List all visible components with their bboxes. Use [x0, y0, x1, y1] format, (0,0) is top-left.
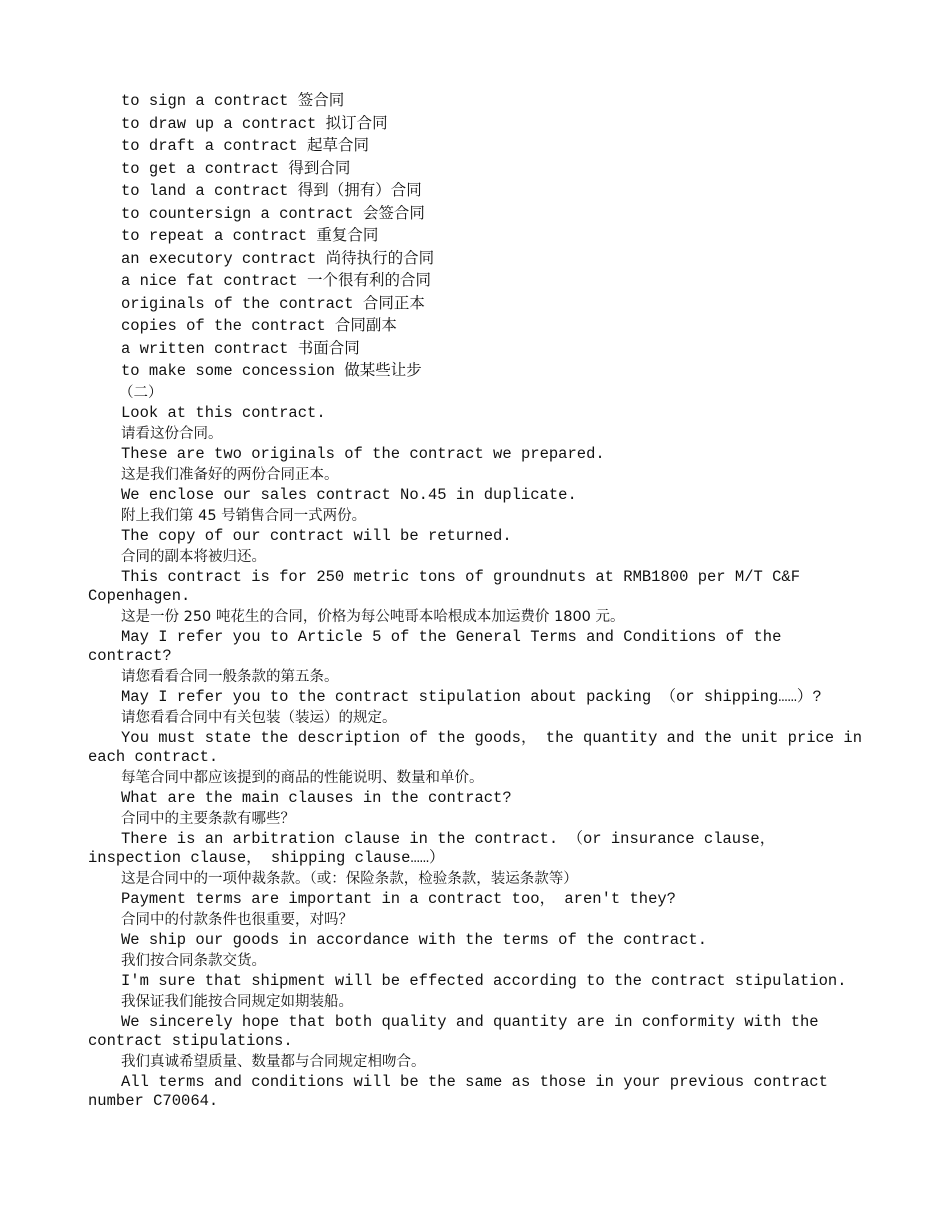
vocab-item: a nice fat contract 一个很有利的合同 [121, 272, 432, 290]
sentence-english: You must state the description of the goods， the quantity and the unit price in each contract. [88, 728, 872, 766]
vocab-item: to countersign a contract 会签合同 [121, 204, 425, 223]
sentence-english: The copy of our contract will be returned. [121, 526, 512, 545]
vocab-item: copies of the contract 合同副本 [121, 317, 397, 335]
sentence-chinese: 这是我们准备好的两份合同正本。 [121, 466, 339, 483]
sentence-chinese: 我保证我们能按合同规定如期装船。 [121, 993, 353, 1010]
sentence-chinese: 合同的副本将被归还。 [121, 548, 266, 565]
sentence-chinese: 合同中的主要条款有哪些？ [121, 810, 295, 827]
sentence-english: Payment terms are important in a contract too， aren't they? [121, 889, 676, 908]
vocab-item: to get a contract 得到合同 [121, 159, 351, 178]
sentence-english: We ship our goods in accordance with the terms of the contract. [121, 930, 707, 949]
vocabulary-list [88, 90, 868, 383]
document-page [88, 90, 872, 1112]
vocab-item: a written contract 书面合同 [121, 339, 360, 358]
sentence-chinese: 合同中的付款条件也很重要，对吗？ [121, 911, 353, 928]
sentence-chinese: 请看这份合同。 [121, 425, 223, 442]
sentence-english: We sincerely hope that both quality and quantity are in conformity with the contract stipulations. [88, 1012, 828, 1050]
sentence-chinese: 这是合同中的一项仲裁条款。（或：保险条款，检验条款，装运条款等） [121, 870, 578, 887]
sentence-english: These are two originals of the contract we prepared. [121, 444, 605, 463]
vocab-item: to land a contract 得到（拥有）合同 [121, 182, 422, 200]
vocab-item: to sign a contract 签合同 [121, 92, 345, 110]
sentence-english: Look at this contract. [121, 403, 326, 422]
sentence-english: May I refer you to the contract stipulation about packing （or shipping……）? [121, 687, 822, 706]
sentence-chinese: 请您看看合同中有关包装（装运）的规定。 [121, 709, 397, 726]
section-heading: （二） [119, 384, 163, 401]
sentence-chinese: 每笔合同中都应该提到的商品的性能说明、数量和单价。 [121, 769, 484, 786]
example-sentences [88, 403, 872, 1111]
vocab-item: an executory contract 尚待执行的合同 [121, 249, 435, 268]
vocab-item: originals of the contract 合同正本 [121, 294, 425, 313]
sentence-chinese: 我们按合同条款交货。 [121, 952, 266, 969]
vocab-item: to draft a contract 起草合同 [121, 137, 370, 155]
sentence-chinese: 这是一份 250 吨花生的合同，价格为每公吨哥本哈根成本加运费价 1800 元。 [121, 608, 625, 625]
sentence-english: All terms and conditions will be the same as those in your previous contract number C70064. [88, 1072, 838, 1110]
sentence-english: I'm sure that shipment will be effected according to the contract stipulation. [121, 971, 847, 990]
sentence-english: There is an arbitration clause in the contract. （or insurance clause， inspection clause， shipping clause……） [88, 829, 785, 867]
vocab-item: to repeat a contract 重复合同 [121, 227, 379, 245]
vocab-item: to draw up a contract 拟订合同 [121, 114, 388, 133]
vocab-item: to make some concession 做某些让步 [121, 362, 422, 380]
sentence-english: May I refer you to Article 5 of the General Terms and Conditions of the contract? [88, 627, 791, 665]
sentence-english: What are the main clauses in the contract? [121, 788, 512, 807]
sentence-chinese: 附上我们第 45 号销售合同一式两份。 [121, 507, 367, 524]
sentence-english: We enclose our sales contract No.45 in duplicate. [121, 485, 577, 504]
sentence-english: This contract is for 250 metric tons of groundnuts at RMB1800 per M/T C&F Copenhagen. [88, 567, 810, 605]
sentence-chinese: 请您看看合同一般条款的第五条。 [121, 668, 339, 685]
sentence-chinese: 我们真诚希望质量、数量都与合同规定相吻合。 [121, 1053, 426, 1070]
